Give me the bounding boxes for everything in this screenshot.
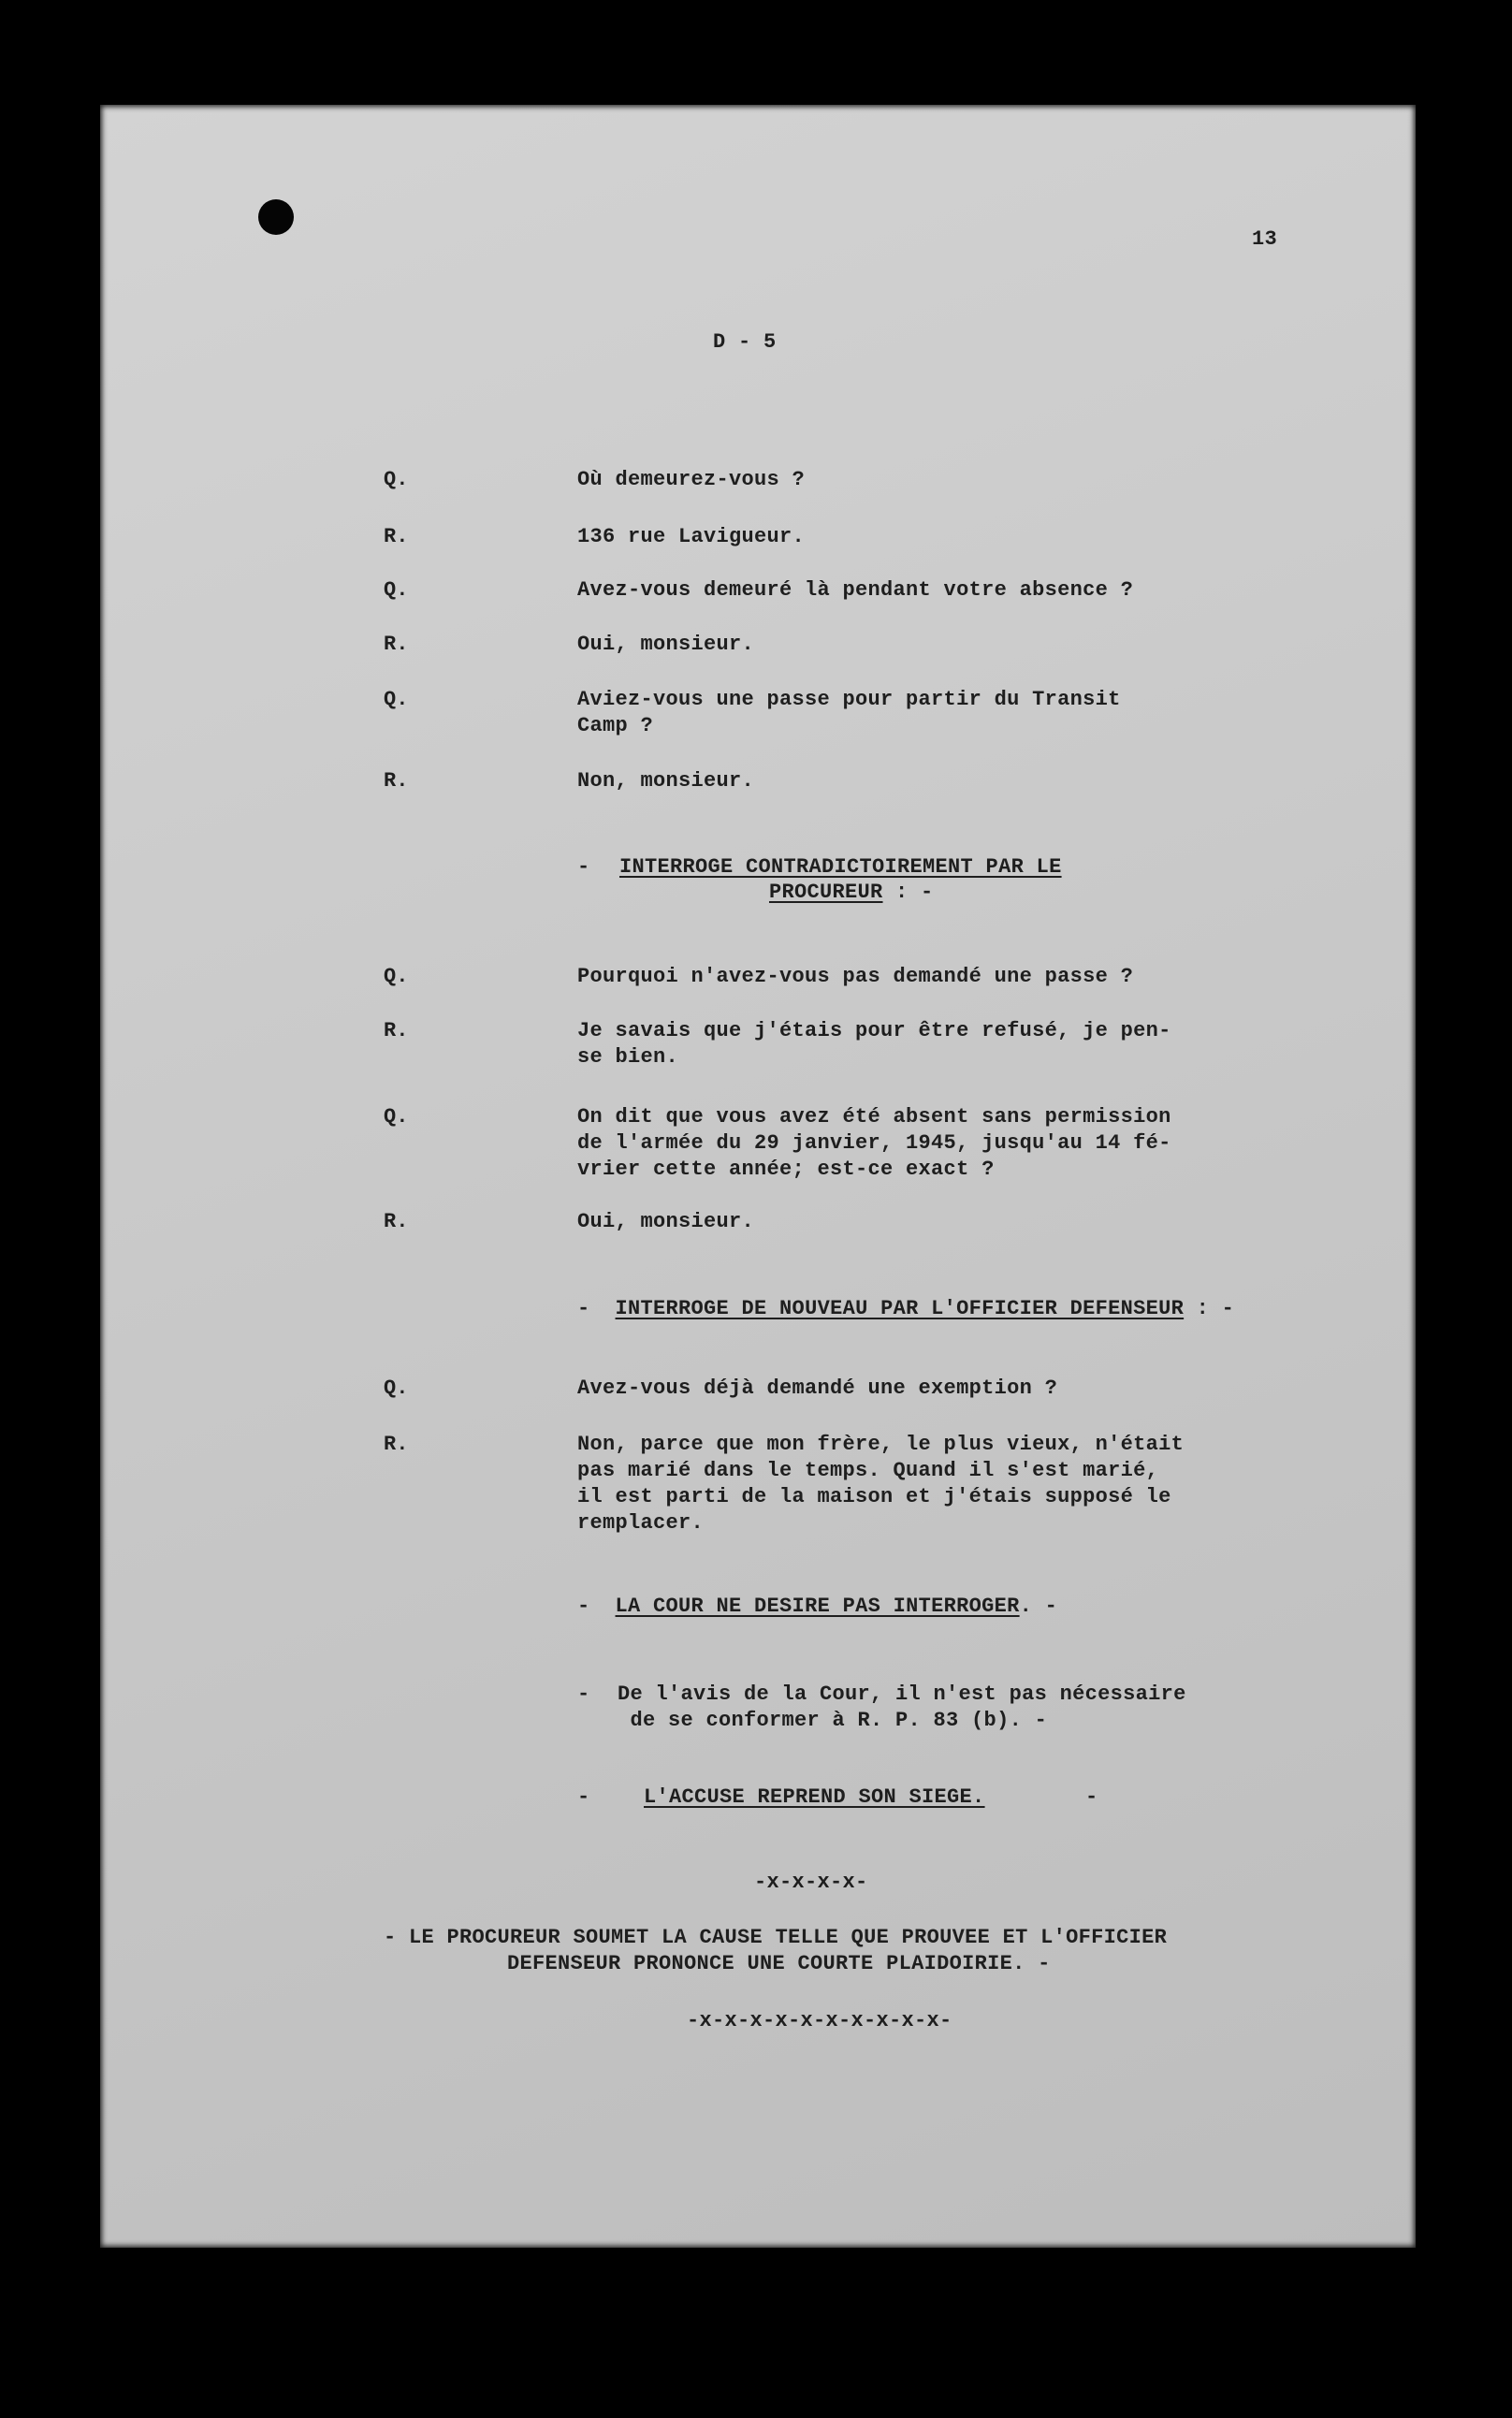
qa-label: Q. (384, 1105, 409, 1129)
heading-tail: : - (882, 881, 934, 904)
qa-label: Q. (384, 1377, 409, 1400)
qa-text: Aviez-vous une passe pour partir du Transit Camp ? (577, 688, 1121, 737)
section-heading-2 (577, 1296, 1234, 1322)
qa-label: R. (384, 525, 409, 548)
section-heading-word: PROCUREUR (769, 881, 883, 904)
section-heading-text: LA COUR NE DESIRE PAS INTERROGER (615, 1595, 1020, 1618)
punch-hole (258, 199, 294, 235)
qa-text: Pourquoi n'avez-vous pas demandé une passe ? (577, 965, 1134, 988)
qa-label: Q. (384, 468, 409, 491)
section-heading-4: L'ACCUSE REPREND SON SIEGE. (644, 1785, 985, 1809)
qa-label: R. (384, 1210, 409, 1233)
separator: -x-x-x-x-x-x-x-x-x-x- (687, 2009, 952, 2032)
qa-label: R. (384, 633, 409, 656)
section-heading: INTERROGE CONTRADICTOIREMENT PAR LE (619, 855, 1062, 879)
qa-text: Oui, monsieur. (577, 633, 755, 656)
qa-label: R. (384, 1433, 409, 1456)
heading-tail: . - (1019, 1595, 1058, 1618)
qa-text: Avez-vous déjà demandé une exemption ? (577, 1377, 1058, 1400)
heading-tail: - (1085, 1785, 1098, 1809)
qa-text: Oui, monsieur. (577, 1210, 755, 1233)
note-text: De l'avis de la Cour, il n'est pas nécessaire de se conformer à R. P. 83 (b). - (618, 1682, 1186, 1732)
section-heading-text: INTERROGE DE NOUVEAU PAR L'OFFICIER DEFENSEUR (615, 1297, 1185, 1320)
section-heading-3 (577, 1594, 1057, 1620)
qa-text: Avez-vous demeuré là pendant votre absence ? (577, 578, 1134, 602)
qa-text: 136 rue Lavigueur. (577, 525, 806, 548)
closing-line-1: - LE PROCUREUR SOUMET LA CAUSE TELLE QUE PROUVEE ET L'OFFICIER (384, 1926, 1168, 1949)
qa-label: R. (384, 769, 409, 793)
qa-text: On dit que vous avez été absent sans permission de l'armée du 29 janvier, 1945, jusqu'au 14 fé- vrier cette année; est-ce exact ? (577, 1105, 1171, 1181)
qa-label: Q. (384, 688, 409, 711)
closing-line-2: DEFENSEUR PRONONCE UNE COURTE PLAIDOIRIE. - (507, 1952, 1051, 1975)
heading-tail: : - (1184, 1297, 1235, 1320)
qa-text: Je savais que j'étais pour être refusé, je pen- se bien. (577, 1019, 1171, 1069)
heading-dash: - (577, 855, 590, 879)
heading-dash: - (577, 1595, 590, 1618)
section-heading-line2 (769, 880, 934, 906)
qa-label: Q. (384, 965, 409, 988)
qa-text: Où demeurez-vous ? (577, 468, 806, 491)
heading-dash: - (577, 1297, 590, 1320)
section-id: D - 5 (713, 330, 777, 354)
note-dash: - (577, 1682, 590, 1706)
heading-dash: - (577, 1785, 590, 1809)
qa-text: Non, parce que mon frère, le plus vieux, n'était pas marié dans le temps. Quand il s'est marié, il est parti de la maison et j'étais supposé le remplacer. (577, 1433, 1185, 1535)
qa-label: R. (384, 1019, 409, 1042)
separator: -x-x-x-x- (754, 1871, 868, 1894)
qa-label: Q. (384, 578, 409, 602)
page-number: 13 (1252, 227, 1278, 251)
qa-text: Non, monsieur. (577, 769, 755, 793)
